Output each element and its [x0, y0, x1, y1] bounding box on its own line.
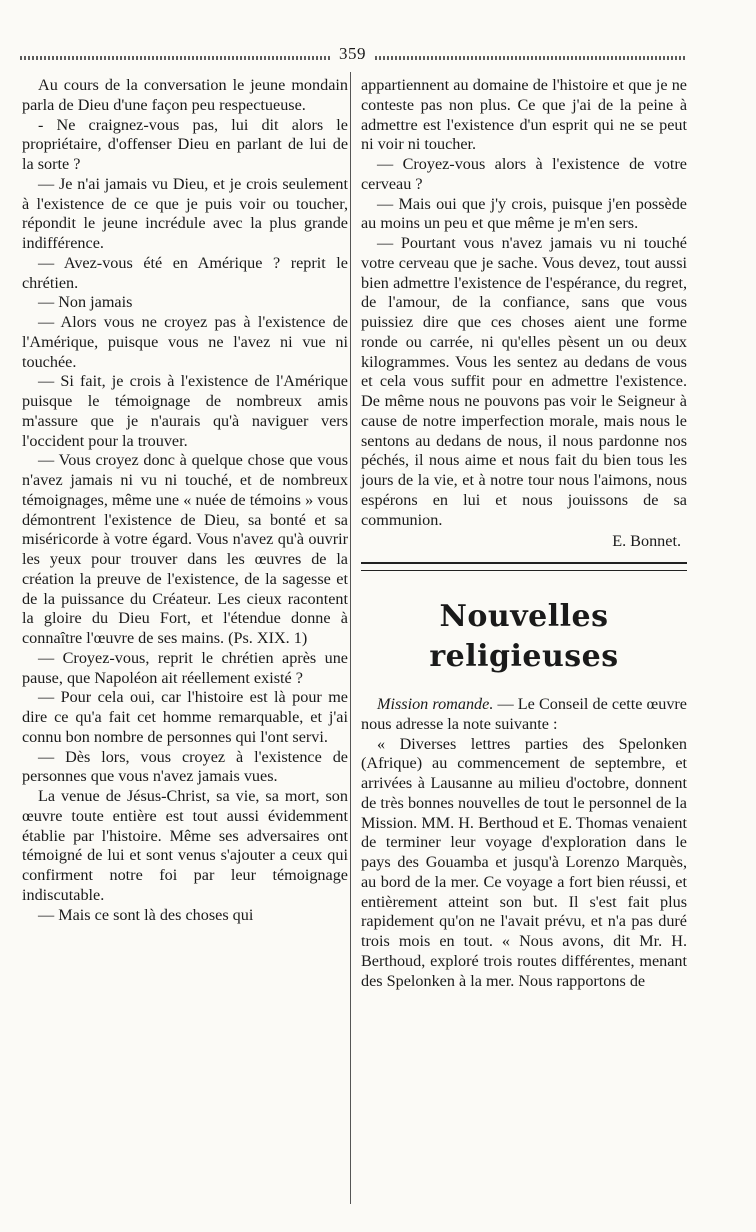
- paragraph: - Ne craignez-vous pas, lui dit alors le propriétaire, d'offenser Dieu en parlant de lui de la sorte ?: [22, 115, 348, 173]
- section-separator: [361, 562, 687, 571]
- mission-text: — Le Conseil de cette œuvre nous adresse la note suivante :: [361, 695, 687, 733]
- header-rule-right: [375, 56, 685, 60]
- mission-label: Mission romande.: [377, 695, 494, 713]
- paragraph: — Mais ce sont là des choses qui: [38, 905, 254, 924]
- signature-text: E. Bonnet.: [612, 532, 681, 551]
- right-column: [361, 76, 687, 991]
- paragraph: — Croyez-vous, reprit le chrétien après une pause, que Napoléon ait réellement existé ?: [22, 648, 348, 687]
- mission-paragraph: [361, 695, 687, 735]
- paragraph: — Si fait, je crois à l'existence de l'Amérique puisque le témoignage de nombreux amis m'assure que je n'aurais qu'à naviguer vers l'occident pour la trouver.: [22, 372, 348, 450]
- paragraph: Au cours de la conversation le jeune mondain parla de Dieu d'une façon peu respectueuse.: [22, 76, 348, 114]
- left-column: [22, 76, 348, 925]
- paragraph: — Mais oui que j'y crois, puisque j'en possède au moins un peu et que même je m'en sers.: [361, 194, 687, 233]
- paragraph: — Je n'ai jamais vu Dieu, et je crois seulement à l'existence de ce que je puis voir ou toucher, répondit le jeune incrédule avec la plus grande indifférence.: [22, 174, 348, 252]
- paragraph-continuation: appartiennent au domaine de l'histoire et que je ne conteste pas non plus. Ce que j'ai de la peine à admettre est l'existence d'un esprit qui ne se peut ni voir ni toucher.: [361, 76, 687, 154]
- paragraph: — Croyez-vous alors à l'existence de votre cerveau ?: [361, 155, 687, 193]
- signature: [361, 532, 687, 552]
- paragraph: — Pourtant vous n'avez jamais vu ni touché votre cerveau que je sache. Vous devez, tout aussi bien admettre l'existence de l'espérance, du regret, de l'amour, de la confiance, sans que vous puissiez dire que ces choses aient une forme ronde ou carrée, ni qu'elles pèsent un ou deux kilogrammes. Vous les sentez au dedans de vous et cela vous suffit pour en admettre l'existence. De même nous ne pouvons pas voir le Seigneur à cause de notre imperfection morale, mais nous le sentons au dedans de nous, il nous pardonne nos péchés, il nous aime et nous fait du bien tous les jours de la vie, et à notre tour nous l'aimons, nous espérons en lui et nous jouissons de sa communion.: [361, 234, 687, 529]
- paragraph: — Alors vous ne croyez pas à l'existence de l'Amérique, puisque vous ne l'avez ni vue ni touchée.: [22, 313, 348, 371]
- paragraph: — Non jamais: [38, 293, 133, 312]
- column-divider: [350, 72, 351, 1204]
- paragraph: — Vous croyez donc à quelque chose que vous n'avez jamais ni vu ni touché, et de nombreux témoignages, même une « nuée de témoins » vous démontrent l'existence de Dieu, sa bonté et sa miséricorde à votre égard. Vous n'avez qu'à ouvrir les yeux pour trouver dans les œuvres de la création la preuve de l'existence, de la sagesse et de la puissance du Créateur. Les cieux racontent la gloire du Dieu Fort, et l'étendue donne à connaître l'œuvre de ses mains. (Ps. XIX. 1): [22, 451, 348, 647]
- mission-quote: « Diverses lettres parties des Spelonken (Afrique) au commencement de septembre, et arrivées à Lausanne au milieu d'octobre, donnent de très bonnes nouvelles de tout le personnel de la Mission. MM. H. Berthoud et E. Thomas venaient de terminer leur voyage d'exploration dans le pays des Gouamba et jusqu'à Lorenzo Marquès, au bord de la mer. Ce voyage a fort bien réussi, et entièrement atteint son but. Il s'est fait plus rapidement qu'on ne l'avait prévu, et n'a pas duré trois mois en tout. « Nous avons, dit Mr. H. Berthoud, exploré trois routes différentes, menant des Spelonken à la mer. Nous rapportons de: [361, 734, 687, 990]
- paragraph: La venue de Jésus-Christ, sa vie, sa mort, son œuvre toute entière est tout aussi évidemment établie par l'histoire. Même ses adversaires ont témoigné de lui et sont venus s'ajouter a ceux qui confirment notre foi par leur témoignage indiscutable.: [22, 787, 348, 904]
- page-number: 359: [339, 44, 366, 63]
- paragraph: — Pour cela oui, car l'histoire est là pour me dire ce qu'a fait cet homme remarquable, et j'ai connu bon nombre de personnes qui l'ont servi.: [22, 688, 348, 746]
- paragraph: — Avez-vous été en Amérique ? reprit le chrétien.: [22, 253, 348, 292]
- section-title: Nouvelles religieuses: [429, 599, 619, 674]
- page-header: [20, 44, 685, 72]
- paragraph: — Dès lors, vous croyez à l'existence de personnes que vous n'avez jamais vues.: [22, 747, 348, 786]
